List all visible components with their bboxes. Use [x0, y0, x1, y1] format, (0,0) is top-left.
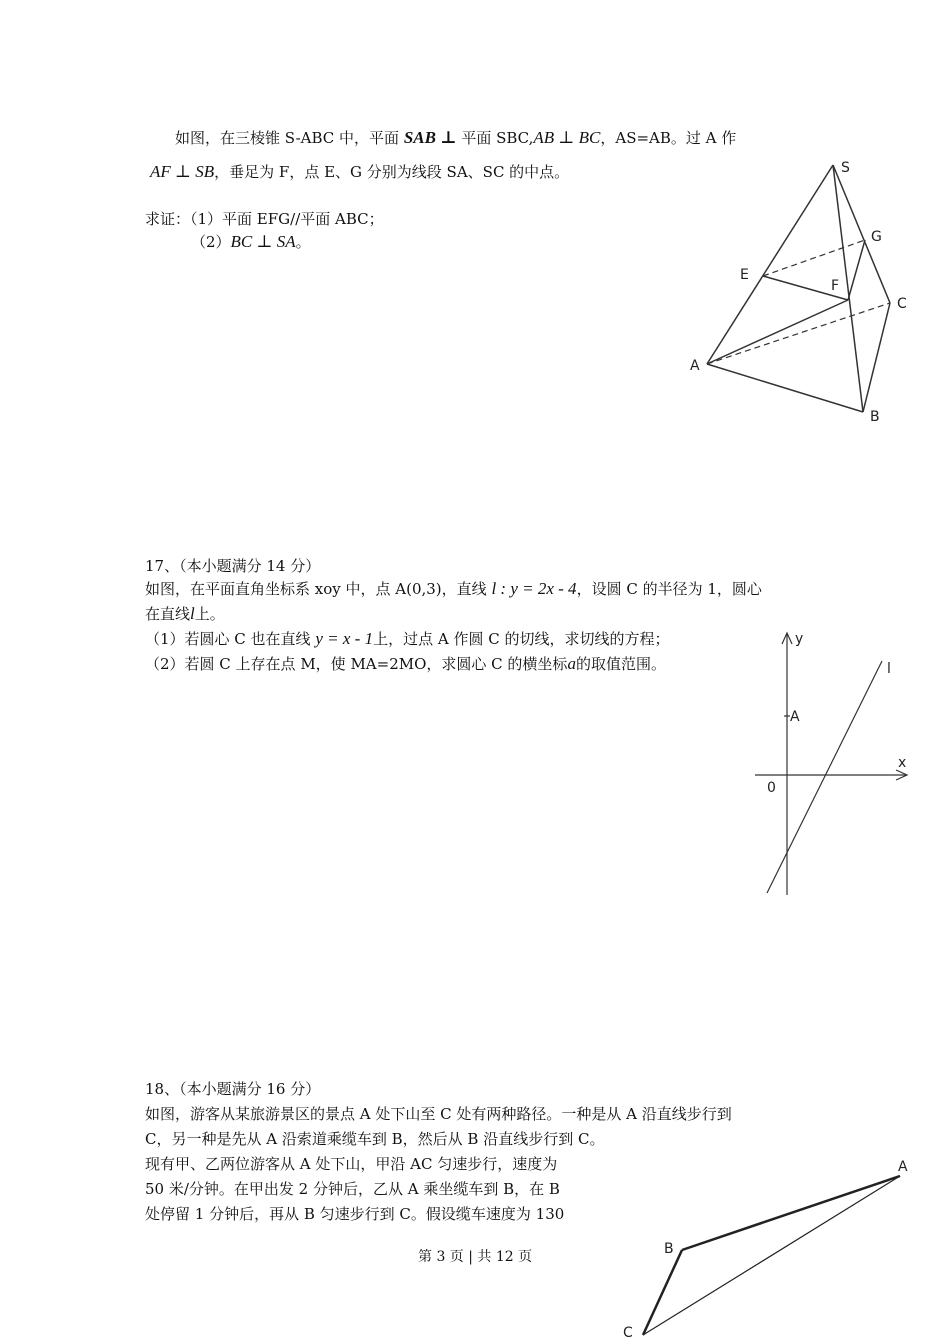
q18-line-5: 处停留 1 分钟后，再从 B 匀速步行到 C。假设缆车速度为 130 [145, 1205, 565, 1223]
q17-text: （1）若圆心 C 也在直线 [145, 630, 311, 648]
edge-SA [707, 165, 833, 364]
q17-part-1 [145, 628, 669, 649]
q16-text: （2） [191, 233, 231, 251]
q17-text: 的取值范围。 [575, 655, 666, 673]
q16-text: 平面 SBC, [461, 129, 534, 147]
q17-math: a [567, 654, 576, 673]
edge-BC [863, 303, 890, 412]
q16-math: BC ⊥ SA [230, 232, 296, 251]
edge-AF [707, 300, 848, 364]
label-F: F [831, 278, 840, 294]
q16-line-2 [150, 161, 569, 182]
q17-text: （2）若圆 C 上存在点 M，使 MA=2MO，求圆心 C 的横坐标 [145, 655, 568, 673]
q17-line-2 [145, 603, 225, 624]
q17-math: l : y = 2x - 4 [491, 579, 577, 598]
label-B: B [870, 409, 880, 425]
q16-text: ，AS=AB。过 A 作 [600, 129, 737, 147]
q18-line-3: 现有甲、乙两位游客从 A 处下山，甲沿 AC 匀速步行，速度为 [145, 1155, 558, 1173]
coordinate-figure [750, 628, 920, 898]
label-G: G [871, 229, 882, 245]
label-C: C [623, 1325, 633, 1341]
q17-text: ，设圆 C 的半径为 1，圆心 [576, 580, 762, 598]
segment-AC [643, 1176, 900, 1335]
label-B: B [664, 1241, 674, 1257]
label-A: A [898, 1159, 908, 1175]
page-footer: 第 3 页 | 共 12 页 [418, 1249, 533, 1265]
pyramid-figure [680, 150, 920, 430]
q17-text: 上，过点 A 作圆 C 的切线，求切线的方程； [373, 630, 670, 648]
line-l [767, 661, 882, 893]
q16-line-1 [175, 127, 736, 148]
edge-FG [848, 240, 865, 300]
edge-EG-dashed [763, 240, 865, 276]
q16-text: 如图，在三棱锥 S-ABC 中，平面 [175, 129, 400, 147]
q16-proof-2 [191, 231, 311, 252]
label-A: A [790, 709, 800, 725]
segment-AB [682, 1176, 900, 1250]
q17-line-1 [145, 578, 762, 599]
label-E: E [740, 267, 749, 283]
q16-math: SAB ⊥ [403, 128, 457, 147]
label-x: x [898, 755, 907, 771]
q16-text: ，垂足为 F，点 E、G 分别为线段 SA、SC 的中点。 [214, 163, 570, 181]
q17-text: 如图，在平面直角坐标系 xoy 中，点 A(0,3)，直线 [145, 580, 487, 598]
q18-heading: 18、（本小题满分 16 分） [145, 1080, 321, 1098]
label-S: S [841, 160, 850, 176]
label-l: l [887, 661, 891, 677]
q17-part-2 [145, 653, 666, 674]
q16-text: 。 [295, 233, 311, 251]
q18-line-1: 如图，游客从某旅游景区的景点 A 处下山至 C 处有两种路径。一种是从 A 沿直线步行到 [145, 1105, 732, 1123]
q18-line-2: C，另一种是先从 A 沿索道乘缆车到 B，然后从 B 沿直线步行到 C。 [145, 1130, 605, 1148]
label-C: C [897, 296, 907, 312]
label-A: A [690, 358, 700, 374]
label-y: y [795, 631, 804, 647]
q16-math: AB ⊥ BC [533, 128, 601, 147]
q17-text: 在直线 [145, 605, 191, 623]
cable-car-figure [615, 1150, 925, 1342]
q17-math: y = x - 1 [315, 629, 374, 648]
edge-AC-dashed [707, 303, 890, 364]
q16-math: AF ⊥ SB [150, 162, 215, 181]
q18-line-4: 50 米/分钟。在甲出发 2 分钟后，乙从 A 乘坐缆车到 B，在 B [145, 1180, 560, 1198]
q16-proof-1: 求证：（1）平面 EFG//平面 ABC； [145, 210, 384, 228]
edge-AB [707, 364, 863, 412]
q17-math: l [190, 604, 195, 623]
q17-heading: 17、（本小题满分 14 分） [145, 557, 321, 575]
label-O: 0 [767, 780, 776, 796]
q17-text: 上。 [194, 605, 225, 623]
